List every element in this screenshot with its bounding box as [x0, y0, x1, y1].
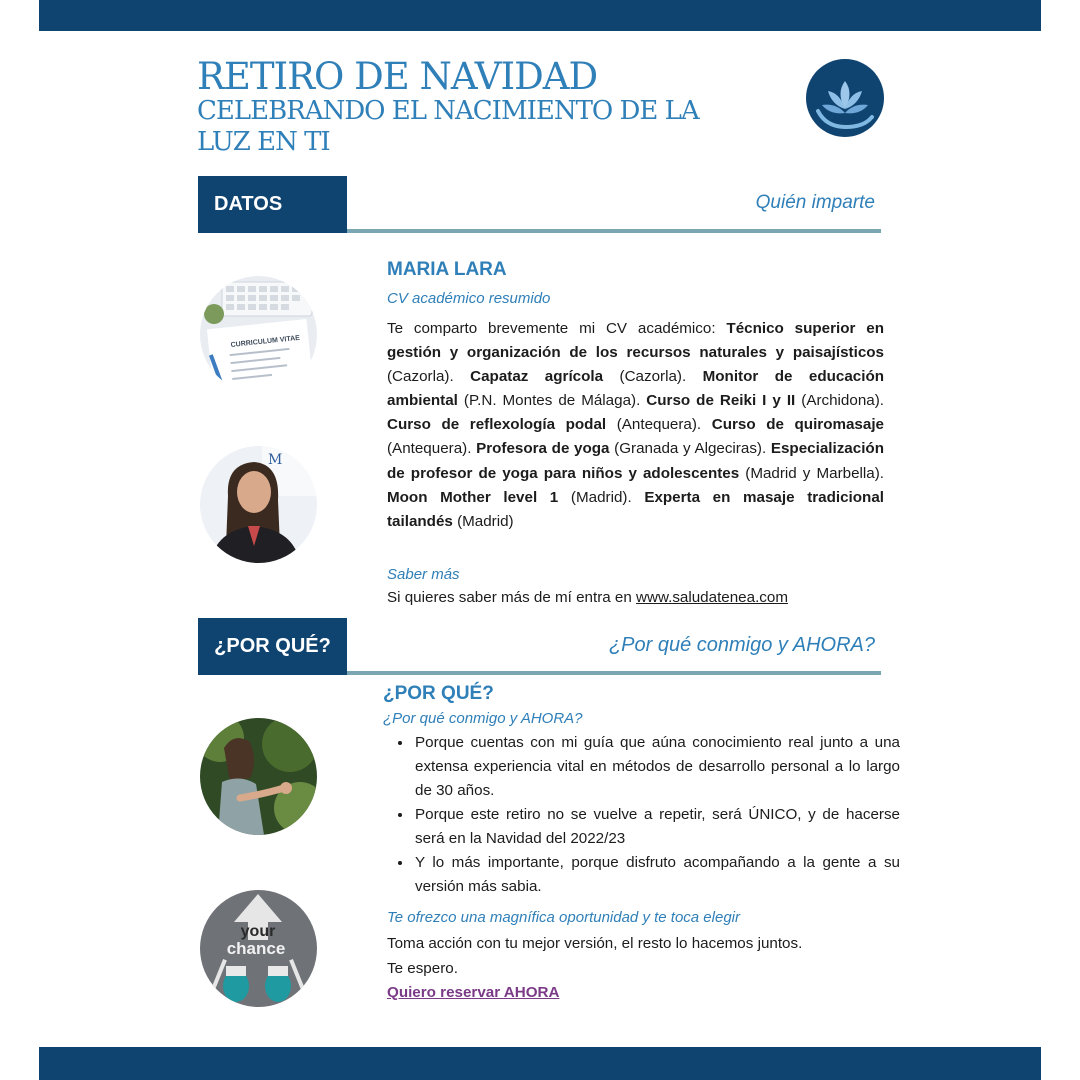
- saber-mas-prefix: Si quieres saber más de mí entra en: [387, 589, 637, 606]
- top-bar: [39, 0, 1041, 31]
- cv-text: [387, 317, 884, 534]
- cv-highlight: Curso de reflexología podal: [387, 416, 607, 434]
- saber-mas-text: [387, 589, 788, 606]
- cv-highlight: Especialización de profesor de yoga para niños y adolescentes: [387, 440, 884, 482]
- section-header-porque: [198, 618, 881, 678]
- page-title: RETIRO DE NAVIDAD: [197, 55, 598, 98]
- cv-highlight: Experta en masaje tradicional tailandés: [387, 488, 884, 530]
- cv-highlight: Profesora de yoga: [476, 440, 610, 458]
- curriculum-photo: [200, 276, 317, 393]
- website-link[interactable]: www.saludatenea.com: [636, 589, 788, 606]
- offer-subtitle: Te ofrezco una magnífica oportunidad y te toca elegir: [387, 909, 740, 926]
- cv-text-segment: (Cazorla).: [387, 368, 471, 386]
- divider: [347, 671, 881, 675]
- cv-document-text: CURRICULUM VITAE: [230, 334, 301, 349]
- guide-photo: [200, 718, 317, 835]
- cv-highlight: Curso de Reiki I y II: [646, 392, 796, 410]
- cv-highlight: Curso de quiromasaje: [711, 416, 884, 434]
- cta-text: Toma acción con tu mejor versión, el resto lo hacemos juntos.: [387, 935, 803, 952]
- divider: [347, 229, 881, 233]
- cv-highlight: Técnico superior en gestión y organización de los recursos naturales y paisajísticos: [387, 320, 884, 362]
- list-item: • Porque este retiro no se vuelve a repetir, será ÚNICO, y de hacerse será en la Navidad del 2022/23: [413, 803, 900, 851]
- your-text: your: [240, 923, 276, 940]
- cv-text-segment: (Cazorla).: [603, 368, 703, 386]
- bottom-bar: [39, 1047, 1041, 1080]
- cv-text-segment: (Madrid).: [558, 488, 645, 506]
- cv-text-segment: (Granada y Algeciras).: [609, 440, 771, 458]
- cv-text-segment: (P.N. Montes de Málaga).: [457, 392, 647, 410]
- tab-datos: DATOS: [198, 176, 347, 233]
- cv-highlight: Monitor de educación ambiental: [387, 368, 885, 410]
- cv-text-segment: (Archidona).: [795, 392, 884, 410]
- cv-subtitle: CV académico resumido: [387, 290, 551, 307]
- cta-text-2: Te espero.: [387, 960, 458, 977]
- tab-porque: ¿POR QUÉ?: [198, 618, 347, 675]
- cv-text-segment: (Antequera).: [387, 440, 477, 458]
- cv-text-segment: (Antequera).: [606, 416, 712, 434]
- cv-text-segment: (Madrid y Marbella).: [739, 464, 884, 482]
- instructor-name: MARIA LARA: [387, 259, 507, 280]
- cv-text-segment: (Madrid): [452, 512, 514, 530]
- section-tagline: Quién imparte: [755, 192, 875, 213]
- list-item: • Porque cuentas con mi guía que aúna conocimiento real junto a una extensa experiencia vital en métodos de desarrollo personal a lo largo de 30 años.: [413, 731, 900, 803]
- section-tagline: ¿Por qué conmigo y AHORA?: [608, 634, 875, 656]
- porque-heading: ¿POR QUÉ?: [383, 683, 494, 704]
- list-item: • Y lo más importante, porque disfruto acompañando a la gente a su versión más sabia.: [413, 851, 900, 899]
- reasons-list: [395, 731, 900, 899]
- svg-text:M: M: [268, 452, 283, 468]
- portrait-photo: [200, 446, 317, 563]
- page-subtitle: CELEBRANDO EL NACIMIENTO DE LA LUZ EN TI: [197, 96, 699, 157]
- section-header-datos: [198, 176, 881, 236]
- cv-text-segment: Te comparto brevemente mi CV académico:: [387, 320, 727, 337]
- lotus-icon: [806, 59, 884, 137]
- reserve-link[interactable]: Quiero reservar AHORA: [387, 984, 560, 1001]
- saber-mas-subtitle: Saber más: [387, 566, 460, 583]
- your-chance-photo: [200, 890, 317, 1007]
- chance-text: chance: [226, 939, 286, 958]
- cv-highlight: Capataz agrícola: [470, 368, 604, 386]
- porque-subheading: ¿Por qué conmigo y AHORA?: [383, 710, 583, 727]
- cv-highlight: Moon Mother level 1: [387, 488, 559, 506]
